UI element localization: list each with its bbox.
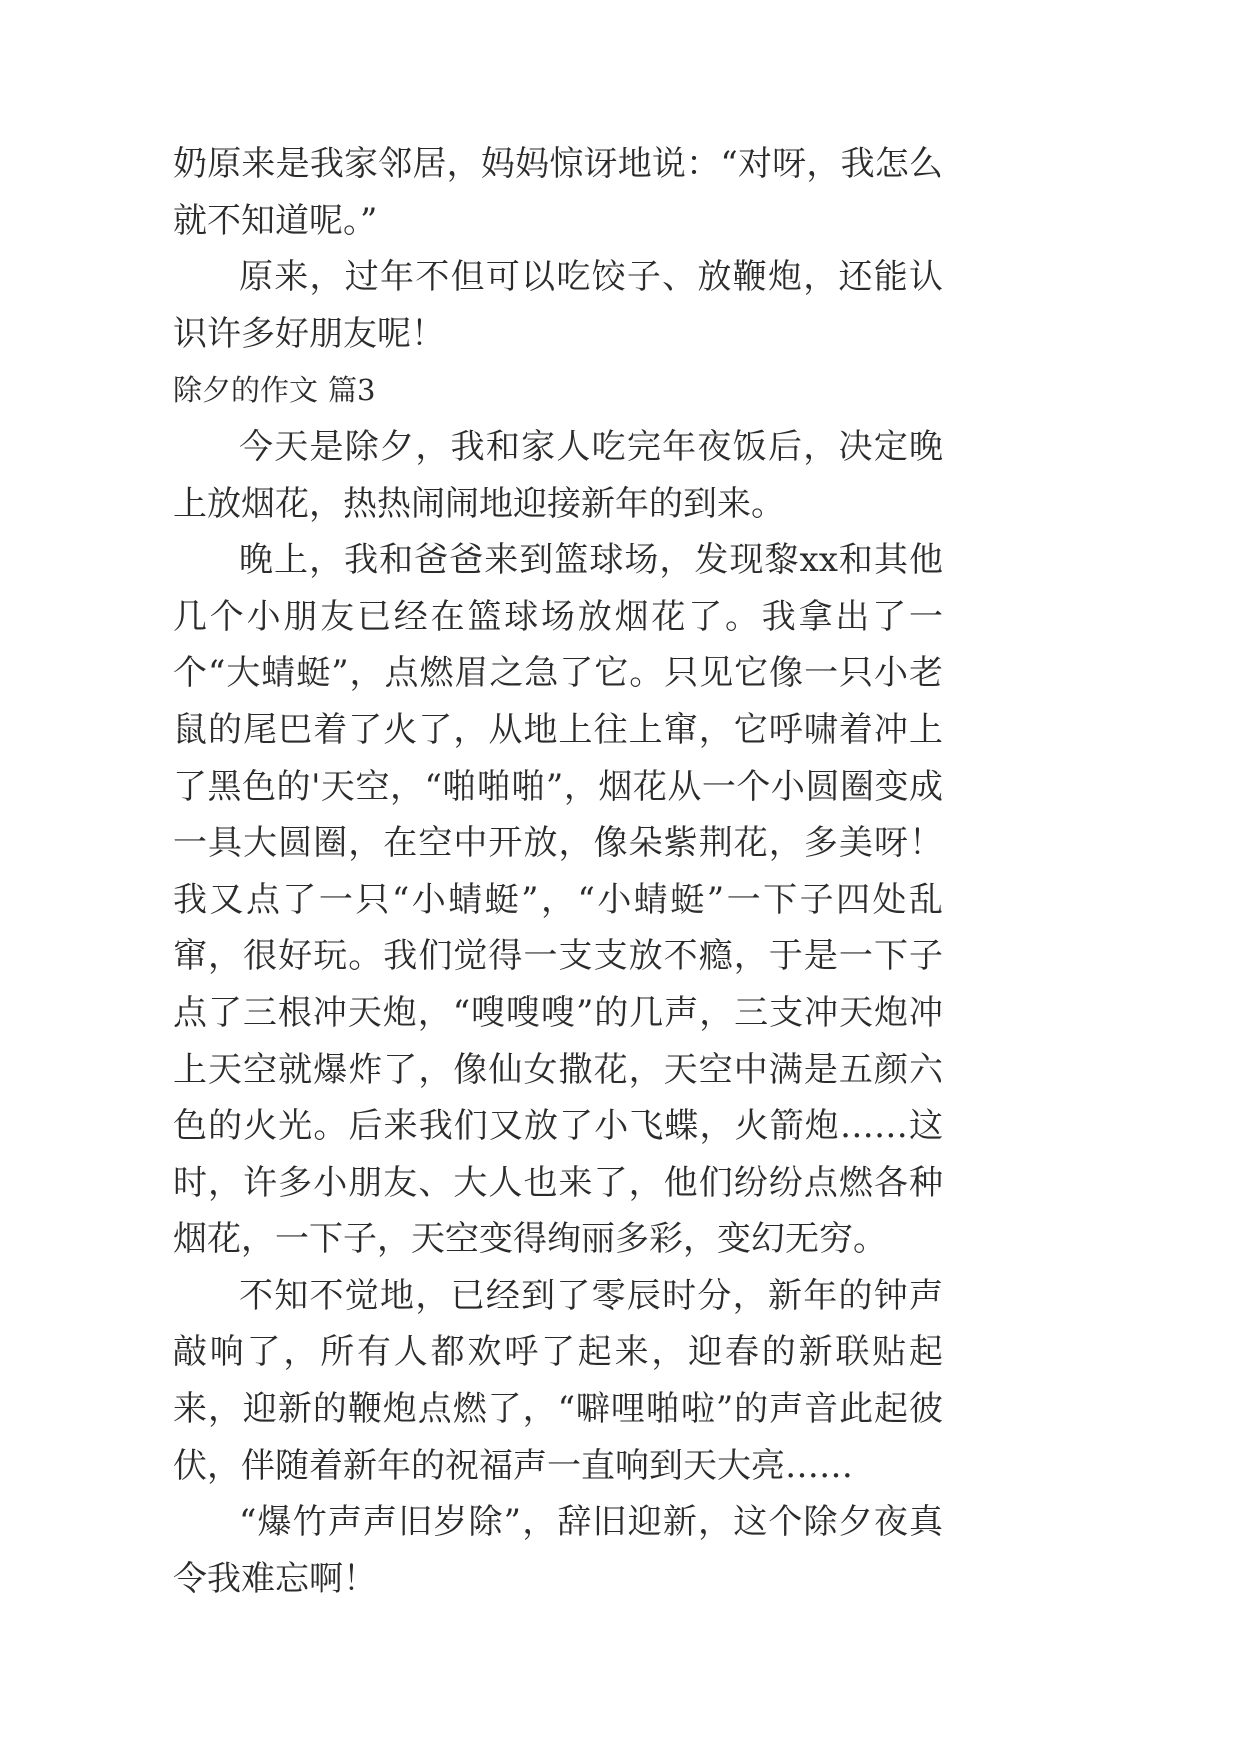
section-heading [173, 362, 943, 419]
heading-title: 除夕的作文 [173, 373, 319, 408]
paragraph-continuation: 奶原来是我家邻居，妈妈惊讶地说：“对呀，我怎么就不知道呢。” [173, 144, 943, 241]
document-body [173, 136, 943, 1607]
paragraph: 不知不觉地，已经到了零辰时分，新年的钟声敲响了，所有人都欢呼了起来，迎春的新联贴起来，迎新的鞭炮点燃了，“噼哩啪啦”的声音此起彼伏，伴随着新年的祝福声一直响到天大亮…… [173, 1275, 943, 1486]
paragraph: 原来，过年不但可以吃饺子、放鞭炮，还能认识许多好朋友呢！ [173, 257, 943, 354]
paragraph: “爆竹声声旧岁除”，辞旧迎新，这个除夕夜真令我难忘啊！ [173, 1502, 943, 1599]
heading-section-number: 篇3 [328, 373, 376, 408]
paragraph: 晚上，我和爸爸来到篮球场，发现黎xx和其他几个小朋友已经在篮球场放烟花了。我拿出了一个“大蜻蜓”，点燃眉之急了它。只见它像一只小老鼠的尾巴着了火了，从地上往上窜，它呼啸着冲上了黑色的'天空，“啪啪啪”，烟花从一个小圆圈变成一具大圆圈，在空中开放，像朵紫荆花，多美呀！我又点了一只“小蜻蜓”，“小蜻蜓”一下子四处乱窜，很好玩。我们觉得一支支放不瘾，于是一下子点了三根冲天炮，“嗖嗖嗖”的几声，三支冲天炮冲上天空就爆炸了，像仙女撒花，天空中满是五颜六色的火光。后来我们又放了小飞蝶，火箭炮……这时，许多小朋友、大人也来了，他们纷纷点燃各种烟花，一下子，天空变得绚丽多彩，变幻无穷。 [173, 540, 943, 1260]
paragraph: 今天是除夕，我和家人吃完年夜饭后，决定晚上放烟花，热热闹闹地迎接新年的到来。 [173, 426, 943, 524]
